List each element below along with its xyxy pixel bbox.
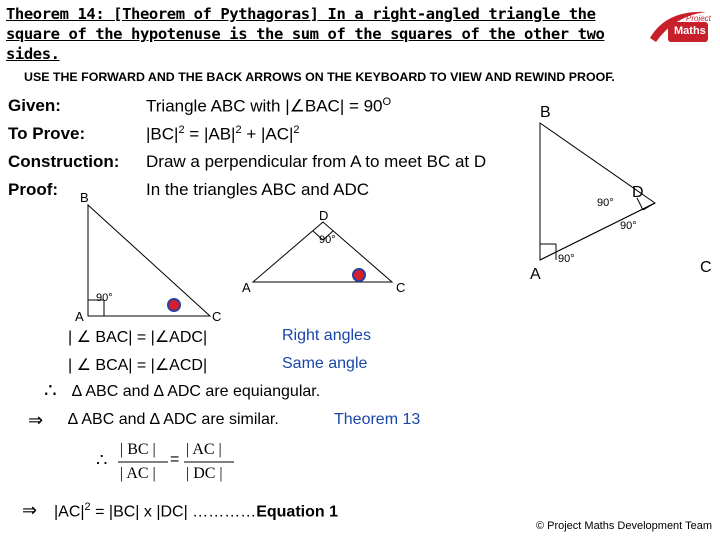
given-label: Given: [8, 96, 61, 115]
sup-bc: 2 [178, 124, 185, 136]
degree-label-a: 90° [558, 253, 575, 265]
step-1-text: | ∠ BAC| = |∠ADC| [68, 329, 208, 346]
vertex-d-small: D [319, 208, 329, 223]
sup-ab: 2 [235, 124, 242, 136]
degree-label-adc: 90° [319, 234, 336, 246]
footer-credit: © Project Maths Development Team [535, 520, 712, 532]
equiangular-statement: ∆ ABC and ∆ ADC are equiangular. [72, 383, 321, 400]
degree-label-d2: 90° [620, 220, 637, 232]
step-1-reason: Right angles [282, 327, 371, 344]
vertex-a-large: A [530, 266, 541, 283]
vertex-c-small: C [212, 309, 222, 324]
fraction-numerator-bc: | BC | [120, 441, 156, 458]
vertex-a-adc: A [242, 280, 251, 295]
equation-sup: 2 [84, 501, 91, 513]
vertex-b-large: B [540, 104, 551, 121]
therefore-symbol-2: ∴ [96, 450, 108, 470]
proof-text: In the triangles ABC and ADC [146, 180, 370, 199]
logo-small-text: Project [686, 14, 711, 23]
to-prove-label: To Prove: [8, 124, 86, 143]
equation-label: Equation 1 [256, 503, 338, 521]
vertex-b-small: B [80, 190, 89, 205]
implies-symbol-1: ⇒ [28, 410, 44, 430]
slide-title: Theorem 14: [Theorem of Pythagoras] In a right-angled triangle the square of the hypotenuse is the sum of the squares of the other two sides. [6, 5, 605, 63]
degree-label-abc: 90° [96, 292, 113, 304]
theorem-13-reference: Theorem 13 [334, 411, 421, 428]
fraction-denominator-ac: | AC | [120, 465, 156, 482]
prove-bc: |BC| [146, 124, 179, 144]
similar-statement: ∆ ABC and ∆ ADC are similar. [68, 411, 279, 428]
prove-ac: + |AC| [241, 124, 294, 144]
implies-symbol-2: ⇒ [22, 500, 38, 520]
proof-label: Proof: [8, 180, 59, 199]
vertex-c-adc: C [396, 280, 406, 295]
prove-ab: = |AB| [184, 124, 236, 144]
given-degree-sup: O [382, 96, 392, 108]
fraction-numerator-ac: | AC | [186, 441, 222, 458]
degree-label-d: 90° [597, 197, 614, 209]
angle-acd-marker [353, 269, 365, 281]
therefore-symbol-1: ∴ [44, 380, 57, 402]
construction-text: Draw a perpendicular from A to meet BC at D [146, 152, 487, 171]
fraction-denominator-dc: | DC | [186, 465, 223, 482]
triangle-adc [253, 222, 392, 282]
equation-body: = |BC| x |DC| ………… [90, 503, 257, 521]
fraction-equals: = [170, 451, 180, 468]
logo-main-text: Maths [674, 25, 706, 37]
keyboard-instruction: USE THE FORWARD AND THE BACK ARROWS ON THE KEYBOARD TO VIEW AND REWIND PROOF. [24, 70, 615, 84]
given-statement: Triangle ABC with |∠BAC| = 90 [146, 96, 383, 116]
step-2-reason: Same angle [282, 355, 368, 372]
vertex-a-small: A [75, 309, 84, 324]
vertex-c-large: C [700, 259, 712, 276]
angle-c-marker [168, 299, 180, 311]
sup-ac: 2 [293, 124, 300, 136]
construction-label: Construction: [8, 152, 120, 171]
vertex-d-large: D [632, 184, 644, 201]
equation-1-line [54, 501, 338, 521]
equation-ac: |AC| [54, 503, 85, 521]
step-2-text: | ∠ BCA| = |∠ACD| [68, 357, 208, 374]
